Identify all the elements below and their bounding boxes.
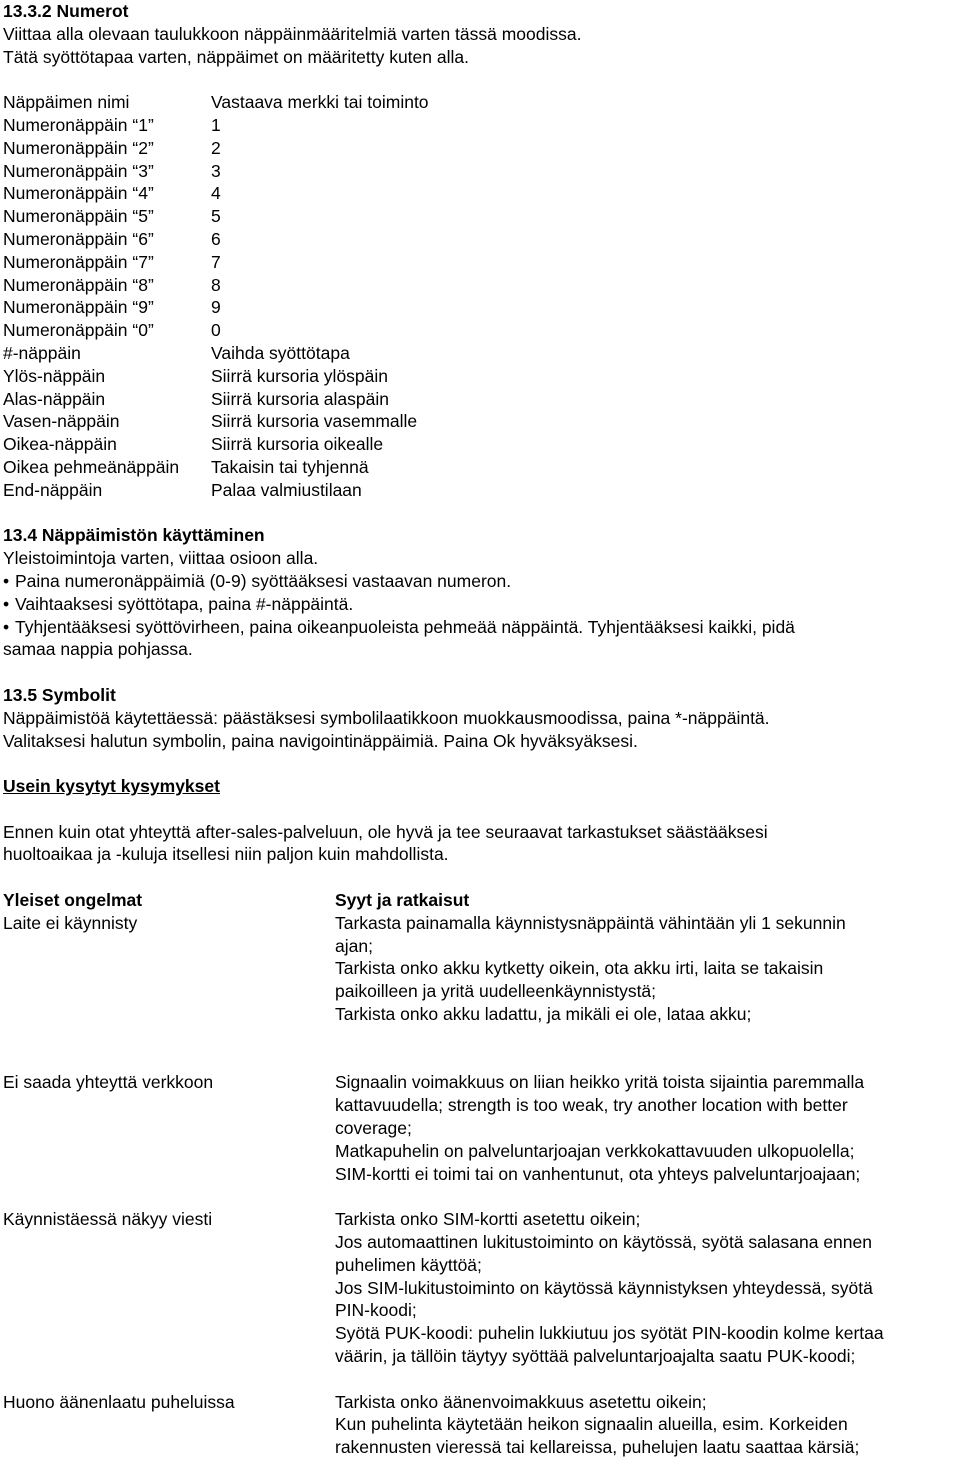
section-heading-faq: Usein kysytyt kysymykset xyxy=(3,776,220,797)
faq-row xyxy=(3,912,955,1026)
key-table-row xyxy=(3,182,955,205)
key-name: Numeronäppäin “9” xyxy=(3,297,154,318)
faq-solution-line: Syötä PUK-koodi: puhelin lukkiutuu jos syötät PIN-koodin kolme kertaa xyxy=(335,1323,884,1344)
key-table-row xyxy=(3,365,955,388)
key-table-header-cell: Vastaava merkki tai toiminto xyxy=(211,92,429,113)
bullet-text: Vaihtaaksesi syöttötapa, paina #-näppäintä. xyxy=(15,593,354,614)
key-name: Oikea-näppäin xyxy=(3,434,117,455)
bullet-icon: • xyxy=(3,616,10,637)
section-heading-numerot: 13.3.2 Numerot xyxy=(3,1,129,21)
faq-solution-line: puhelimen käyttöä; xyxy=(335,1254,482,1275)
key-table-row xyxy=(3,479,955,502)
key-function: 0 xyxy=(211,320,221,341)
key-name: Numeronäppäin “2” xyxy=(3,137,154,158)
key-name: Numeronäppäin “1” xyxy=(3,114,154,135)
faq-solution-line: väärin, ja tällöin täytyy syöttää palveluntarjoajalta saatu PUK-koodi; xyxy=(335,1346,856,1367)
paragraph-line: Yleistoimintoja varten, viittaa osioon alla. xyxy=(3,548,319,569)
bullet-icon: • xyxy=(3,570,10,591)
faq-problem: Huono äänenlaatu puheluissa xyxy=(3,1391,235,1412)
bullet-text: Tyhjentääksesi syöttövirheen, paina oikeanpuoleista pehmeää näppäintä. Tyhjentääksesi kaikki, pidä xyxy=(15,616,795,637)
faq-solution-line: Kun puhelinta käytetään heikon signaalin alueilla, esim. Korkeiden xyxy=(335,1414,848,1435)
key-function: Siirrä kursoria oikealle xyxy=(211,434,384,455)
key-name: Numeronäppäin “8” xyxy=(3,274,154,295)
paragraph-line: Valitaksesi halutun symbolin, paina navigointinäppäimiä. Paina Ok hyväksyäksesi. xyxy=(3,730,638,751)
key-name: Numeronäppäin “5” xyxy=(3,206,154,227)
key-function: Siirrä kursoria ylöspäin xyxy=(211,365,389,386)
key-name: Oikea pehmeänäppäin xyxy=(3,456,180,477)
key-table-row xyxy=(3,342,955,365)
key-name: Numeronäppäin “3” xyxy=(3,160,154,181)
key-table-row xyxy=(3,456,955,479)
key-table-row xyxy=(3,433,955,456)
key-function: Takaisin tai tyhjennä xyxy=(211,456,369,477)
faq-solution-line: Jos automaattinen lukitustoiminto on käytössä, syötä salasana ennen xyxy=(335,1232,872,1253)
paragraph-line: Näppäimistöä käytettäessä: päästäksesi symbolilaatikkoon muokkausmoodissa, paina *-näppäintä. xyxy=(3,707,770,728)
faq-solution-line: paikoilleen ja yritä uudelleenkäynnistystä; xyxy=(335,981,657,1002)
faq-solution-line: kattavuudella; strength is too weak, try another location with better xyxy=(335,1095,848,1116)
key-function: 5 xyxy=(211,206,221,227)
key-table-row xyxy=(3,114,955,137)
paragraph-line: huoltoaikaa ja -kuluja itsellesi niin paljon kuin mahdollista. xyxy=(3,844,449,865)
key-function: 2 xyxy=(211,137,221,158)
key-name: Alas-näppäin xyxy=(3,388,106,409)
key-table-header-cell: Näppäimen nimi xyxy=(3,92,130,113)
faq-solution-line: ajan; xyxy=(335,935,373,956)
key-name: Numeronäppäin “6” xyxy=(3,228,154,249)
key-table-row xyxy=(3,296,955,319)
key-name: Ylös-näppäin xyxy=(3,365,106,386)
key-table xyxy=(3,91,955,501)
faq-problem: Laite ei käynnisty xyxy=(3,912,138,933)
key-function: 4 xyxy=(211,183,221,204)
key-function: Siirrä kursoria vasemmalle xyxy=(211,411,418,432)
key-function: Palaa valmiustilaan xyxy=(211,479,362,500)
key-name: End-näppäin xyxy=(3,479,103,500)
key-function: 7 xyxy=(211,251,221,272)
faq-column-header: Syyt ja ratkaisut xyxy=(335,890,470,911)
key-name: #-näppäin xyxy=(3,342,81,363)
key-table-row xyxy=(3,137,955,160)
key-name: Numeronäppäin “4” xyxy=(3,183,154,204)
key-name: Numeronäppäin “0” xyxy=(3,320,154,341)
key-function: 9 xyxy=(211,297,221,318)
faq-problem: Ei saada yhteyttä verkkoon xyxy=(3,1072,214,1093)
faq-solution-line: Tarkista onko SIM-kortti asetettu oikein; xyxy=(335,1209,641,1230)
key-table-row xyxy=(3,160,955,183)
faq-solution-line: Jos SIM-lukitustoiminto on käytössä käynnistyksen yhteydessä, syötä xyxy=(335,1277,873,1298)
key-function: Siirrä kursoria alaspäin xyxy=(211,388,389,409)
faq-solution-line: Tarkista onko akku ladattu, ja mikäli ei ole, lataa akku; xyxy=(335,1004,752,1025)
key-table-row xyxy=(3,251,955,274)
faq-problem: Käynnistäessä näkyy viesti xyxy=(3,1209,213,1230)
key-name: Numeronäppäin “7” xyxy=(3,251,154,272)
faq-row xyxy=(3,1208,955,1368)
faq-solution-line: Matkapuhelin on palveluntarjoajan verkkokattavuuden ulkopuolella; xyxy=(335,1140,855,1161)
key-table-row xyxy=(3,388,955,411)
faq-row xyxy=(3,1071,955,1185)
bullet-icon: • xyxy=(3,593,10,614)
key-table-row xyxy=(3,319,955,342)
faq-header-row xyxy=(3,889,955,912)
faq-solution-line: Tarkista onko äänenvoimakkuus asetettu oikein; xyxy=(335,1391,707,1412)
paragraph-line: Tätä syöttötapaa varten, näppäimet on määritetty kuten alla. xyxy=(3,46,469,67)
key-name: Vasen-näppäin xyxy=(3,411,120,432)
bullet-item xyxy=(3,616,955,639)
key-function: 1 xyxy=(211,114,221,135)
paragraph-line: Viittaa alla olevaan taulukkoon näppäinmääritelmiä varten tässä moodissa. xyxy=(3,23,582,44)
key-function: Vaihda syöttötapa xyxy=(211,342,350,363)
faq-solution-line: Tarkista onko akku kytketty oikein, ota akku irti, laita se takaisin xyxy=(335,958,824,979)
section-heading-symbolit: 13.5 Symbolit xyxy=(3,684,116,705)
key-table-row xyxy=(3,274,955,297)
document-page xyxy=(3,0,955,1459)
key-table-header xyxy=(3,91,955,114)
faq-row xyxy=(3,1391,955,1459)
section-heading-nappaimisto: 13.4 Näppäimistön käyttäminen xyxy=(3,525,265,546)
key-table-row xyxy=(3,205,955,228)
key-function: 6 xyxy=(211,228,221,249)
faq-solution-line: PIN-koodi; xyxy=(335,1300,417,1321)
faq-solution-line: coverage; xyxy=(335,1118,412,1139)
faq-solution-line: Tarkasta painamalla käynnistysnäppäintä vähintään yli 1 sekunnin xyxy=(335,912,846,933)
faq-solution-line: SIM-kortti ei toimi tai on vanhentunut, ota yhteys palveluntarjoajaan; xyxy=(335,1163,861,1184)
faq-solution-line: rakennusten vieressä tai kellareissa, puhelujen laatu saattaa kärsiä; xyxy=(335,1437,860,1458)
faq-column-header: Yleiset ongelmat xyxy=(3,890,143,911)
key-function: 8 xyxy=(211,274,221,295)
faq-solution-line: Signaalin voimakkuus on liian heikko yritä toista sijaintia paremmalla xyxy=(335,1072,865,1093)
bullet-item xyxy=(3,593,955,616)
bullet-item xyxy=(3,570,955,593)
key-function: 3 xyxy=(211,160,221,181)
key-table-row xyxy=(3,228,955,251)
key-table-row xyxy=(3,410,955,433)
bullet-text: Paina numeronäppäimiä (0-9) syöttääksesi vastaavan numeron. xyxy=(15,570,512,591)
paragraph-line: Ennen kuin otat yhteyttä after-sales-palveluun, ole hyvä ja tee seuraavat tarkastukset säästääksesi xyxy=(3,821,768,842)
bullet-continuation: samaa nappia pohjassa. xyxy=(3,639,193,660)
